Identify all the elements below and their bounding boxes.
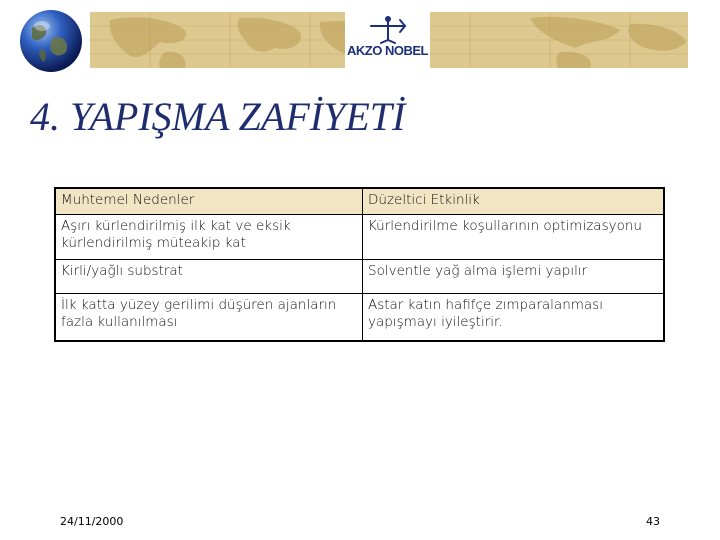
causes-table — [54, 187, 665, 342]
header-cell-actions: Düzeltici Etkinlik — [363, 188, 665, 214]
header-cell-causes: Muhtemel Nedenler — [55, 188, 363, 214]
table-row — [55, 259, 664, 293]
table-cell: Aşırı kürlendirilmiş ilk kat ve eksik kürlendirilmiş müteakip kat — [55, 214, 363, 259]
akzo-nobel-logo — [345, 12, 430, 68]
footer-date: 24/11/2000 — [60, 515, 124, 528]
table-header-row — [55, 188, 664, 214]
page-number: 43 — [646, 515, 660, 528]
table-cell: Kürlendirilme koşullarının optimizasyonu — [363, 214, 665, 259]
table-cell: Astar katın hafifçe zımparalanması yapışmayı iyileştirir. — [363, 293, 665, 341]
table-cell: Kirli/yağlı substrat — [55, 259, 363, 293]
table-cell: Solventle yağ alma işlemi yapılır — [363, 259, 665, 293]
table-cell: İlk katta yüzey gerilimi düşüren ajanların fazla kullanılması — [55, 293, 363, 341]
logo-figure-icon — [367, 14, 409, 44]
globe-icon — [18, 8, 84, 74]
table-row — [55, 214, 664, 259]
table-row — [55, 293, 664, 341]
slide-title: 4. YAPIŞMA ZAFİYETİ — [30, 94, 406, 139]
logo-text: AKZO NOBEL — [347, 43, 428, 58]
